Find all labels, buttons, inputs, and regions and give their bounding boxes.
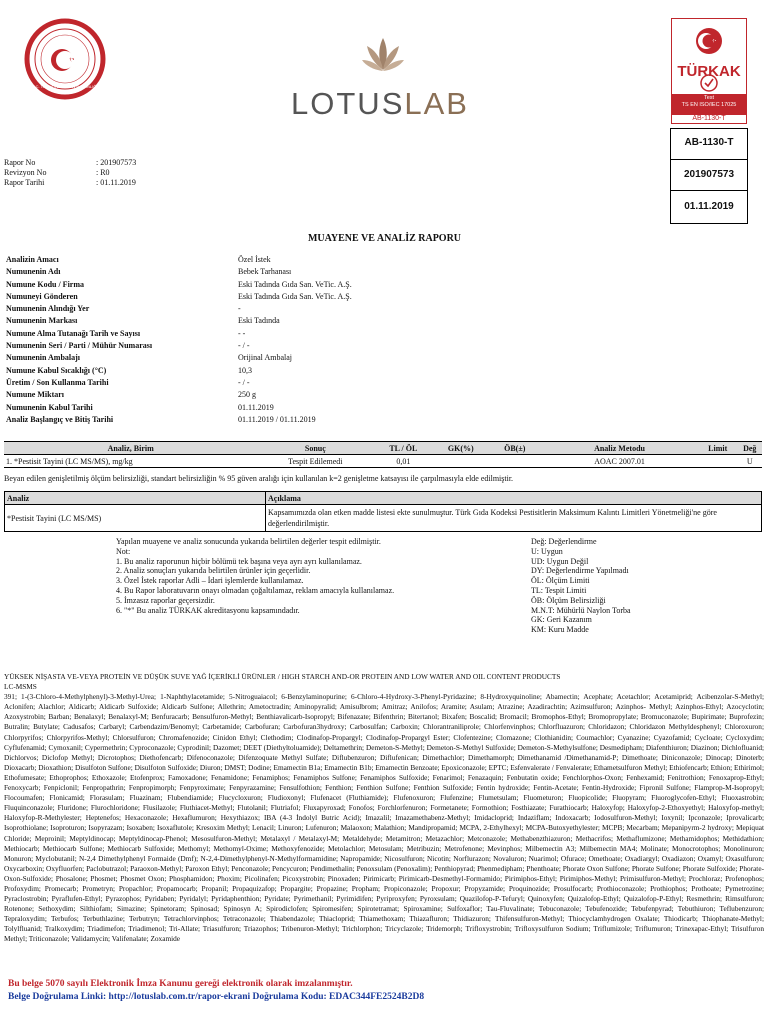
sample-info-value: - / - xyxy=(238,377,250,387)
note-item: 5. İmzasız raporlar geçersizdir. xyxy=(116,595,215,605)
sample-info-row xyxy=(6,328,538,340)
box-accreditation-code: AB-1130-T xyxy=(684,137,734,148)
report-meta-label: Revizyon No xyxy=(4,168,47,177)
turkak-name: TÜRKAK xyxy=(677,63,741,80)
sample-info-row xyxy=(6,352,538,364)
sample-info-label: Numunenin Markası xyxy=(6,316,78,326)
sample-info-value: 250 g xyxy=(238,390,256,400)
sample-info-label: Numune Kodu / Firma xyxy=(6,279,85,289)
sample-info-row xyxy=(6,279,538,291)
sample-info-value: Orijinal Ambalaj xyxy=(238,353,292,363)
explanation-text: Kapsamımızda olan etken madde listesi ekte sunulmuştur. Türk Gıda Kodeksi Pestisitlerin Maksimum Kalıntı Limitleri Yönetmeliği'ne göre değerlendirilmiştir. xyxy=(266,505,762,532)
e-signature-notice: Bu belge 5070 sayılı Elektronik İmza Kanunu gereği elektronik olarak imzalanmıştır. xyxy=(8,979,353,989)
turkak-standard-label: TS EN ISO/IEC 17025 xyxy=(681,101,737,108)
results-header: Sonuç xyxy=(257,442,373,455)
turkak-accreditation-badge xyxy=(671,18,747,124)
sample-info-row xyxy=(6,291,538,303)
scope-text: 391; 1-(3-Chloro-4-Methylphenyl)-3-Methyl-Urea; 1-Naphthylacetamide; 5-Nitroguaiacol; 6-Benzylaminopurine; 6-Chloro-4-Hydroxy-3-Phenyl-Pyridazine; 8-Hydroxyquinoline; Abamectin; Acephate; Acetachlor; Acetamiprid; Acibenzolar-S-Methyl; Aclonifen; Alachlor; Aldicarb; Aldicarb Sulfoxide; Aldicarb Sulfone; Allethrin; Ametoctradin; Aminopyralid; Amisulbrom; Amitraz; Anilofos; Aramite; Asulam; Atrazine; Azadirachtin; Azimsulfuron; Azinphos- Methyl; Azinphos-Ethyl; Azocyclotin; Azoxystrobin; Barban; Benalaxyl; Benalaxyl-M; Benfuracarb; Bensulfuron-Methyl; Benthiavalicarb-Isopropyl; Bifenazate; Bifenthrin; Bitertanol; Bixafen; Boscalid; Bromacil; Bromophos-Ethyl; Bromopropylate; Bromuconazole; Bupirimate; Buprofezin; Butralin; Butylate; Cadusafos; Carbaryl; Carbendazim/Benomyl; Carbetamide; Carbofuran; Carbofuran3hydroxy; Carbosulfan; Carboxin; Chlorantraniliprole; Chlorfenvinphos; Chlorfluazuron; Chloridazon; Chloridazon Methyldesphenyl; Chloroxuron; Chlorpyrifos; Chlorpyrifos-Methyl; Chlorsulfuron; Chromafenozide; Cinidon Ethyl; Clethodim; Clodinafop-Propargyl; Clodinafop-Propargyl Ester; Clofentezine; Clomazone; Clothianidin; Coumachlor; Cyanazine; Cyazofamid; Cycloate; Cycloxydim; Cyflufenamid; Cymoxanil; Cypermethrin; Cyproconazole; Cyprodinil; Dazomet; DEET (Diethyltoluamide); Deltamethrin; Demeton-S-Methyl; Demeton-S-Methyl Sulfoxide; Demeton-S-Methylsulfone; Desmedipham; Diafenthiuron; Diazinon; Dichlofluanid; Dichlorvos; Diclofop Methyl; Dicrotophos; Diethofencarb; Difenoconazole; Difenzoquate Methyl Sulfate; Diflubenzuron; Diflufenican; Dimethachlor; Dimethamorph; Dimethanamid /Dimethanamid-P; Dimethoate; Diniconazole; Dinocap; Dinoterb; Dioxacarb; Dioxathion; Disulfoton Sulfone; Disulfoton Sulfoxide; Diuron; DMST; Dodine; Emamectin B1a; Emamectin B1b; Emamectin Benzoate; Epoxiconazole; EPTC; Esfenvalerate / Fenvalerate; Ethametsulfuron Methyl; Ethiofencarb; Ethion; Ethirimol; Ethofumesate; Ethoprophos; Ethoxazole; Etofenprox; Famoxadone; Fenamidone; Fenamiphos; Fenamiphos Sulfone; Fenamiphos Sulfoxide; Fenarimol; Fenazaquin; Fenbutatin oxide; Fenchlorphos-Oxon; Fenhexamid; Fenitrothion; Fenoxaprop-Ethyl; Fenoxycarb; Fenpiclonil; Fenpropathrin; Fenpropimorph; Fenpyroximate; Fenpyrazamine; Fensulfothion; Fenthion; Fenthion Sulfone; Fenthion Sulfoxide; Fentin hydroxide; Fentin-Acetate; Fentin-Hydroxide; Fipronil Sulfone; Flamprop-M-Isopropyl; Flocoumafen; Flonicamid; Florasulam; Fluazinam; Flubendiamide; Flucycloxuron; Fludioxonyl; Flufenacet (Fluthiamide); Flufenoxuron; Flufenzine; Flumetsulam; Fluometuron; Fluopicolide; Fluopyram; Fluoroglycofen-Ethyl; Fluoxastrobin; Fluquinconazole; Fluridone; Flurochloridone; Flusilazole; Fluthiacet-Methyl; Flutolanil; Flutriafol; Fluxapyroxad; Fonofos; Forchlorfenuron; Formetanete; Formothion; Fosthiazate; Furathiocarb; Haloxyfop; Haloxyfop-2-Ethoxyethyl; Haloxyfop-methyl; Haloxyfop-R-Methylester; Heptenefos; Hexaconazole; Hexaflumuron; Hexythiazox; IBA (4-3 İndolyl Butric Acid); Imazalil; Imazamethabenz-Methyl; Imidacloprid; Indaziflam; Indoxacarb; Iodosulfuron-Methyl; Ioxynil; Ipconazole; Iprovalicarb; Isoprothiolane; Isoproturon; Isopyrazam; Isoxaben; Isoxaflutole; Kresoxim Methyl; Lenacil; Linuron; Lufenuron; Malaoxon; Malathion; Mandipropamid; MCPA, 2-Ethylhexyl; MCPA-Butoxyethylester; MCPB; Mecarbam; Mepanipyrm-2 hydroxy; Mepiquat Chloride; Meproinil; Meptyldinocap; Meptyldinocap-Phenol; Mesosulfuron-Methyl; Metalaxyl / Metalaxyl-M; Metaldehyde; Metamitron; Metazachlor; Metconazole; Methabenzthiazuron; Methacrifos; Methaflumizone; Methamidophos; Methidathion; Methiocarb; Methiocarb Sulfone; Methiocarb Sulfoxide; Methomyl; Methomyl-Oxime; Methoxyfenozide; Metolachlor; Metosulam; Metribuzin; Metrofenone; Mevinphos; Milbemectin A3; Milbemectin MA4; Molinate; Monocrotophos; Monolinuron; Monuron; Myclobutanil; N-2,4 Dimethylphenyl Formaide (Dmf); N-2,4-Dimethylphenyl-N-Methylformamidine; Napropamide; Nicosulfuron; Nicotin; Norflurazon; Novaluron; Nuarimol; Ofurace; Omethoate; Oxadiargyl; Oxadiazon; Oxamyl; Oxasulfuron; Oxycarboxin; Oxyfluorfen; Paclobutrazol; Paraoxon-Methyl; Paroxon Ethyl; Penconazole; Pencycuron; Pendimethalin; Penoxsulam (Penoxalim); Penthiopyrad; Phenmedipham; Phenthoate; Phorate Oxon Sulfone; Phorate Sulfone; Phorate Sulfoxide; Phorate-Oxon-Sulfoxide; Phosalone; Phosmet; Phosmet Oxon; Phosphamidon; Phoxim; Picolinafen; Picoxystrobin; Pinoxaden; Pirimicarb; Pirimicarb-Desmethyl-Formamido; Pirimiphos-Ethyl; Pirimiphos-Methyl; Primisulfuron-Methyl; Prochloraz; Profenophos; Profoxydim; Promecarb; Prometryn; Propachlor; Propamocarb; Propanil; Propaquizafop; Propargite; Propazine; Propham; Propiconazole; Propoxur; Propyzamide; Proquinozide; Prosulfocarb; Prothioconazole; Prothiophos; Prothoate; Pymetrozine; Pyraclostrobin; Pyraflufen-Ethyl; Pyrazophos; Pyridaben; Pyridalyl; Pyridaphenthion; Pyridate; Pyrimethanil; Pyrimidifen; Pyriproxyfen; Pyroxsulam; Quazilofop-P-Tefuryl; Quinoxyfen; Quizalofop-Ethyl; Quizalofop-P-Ethyl; Resmethrin; Rimsulfuron; Rotenone; Sethoxydim; Silthiofam; Simazine; Spinetoram; Spinosad; Spinosyn A; Spirodiclofen; Spiromesifen; Spirotetramat; Spiroxamine; Sulfoxaflor; Tau-Fluvalinate; Tebuconazole; Tebufenozide; Tebufenpyrad; Tebuthiuron; Teflubenzuron; Tepraloxydim; Terbufos; Terbuthlazine; Terbutryn; Tetrachlorvinphos; Tetraconazole; Thiabendazole; Thiacloprid; Thiamethoxam; Thiazafluron; Thidiazuron; Thifensulfuron-Methyl; Thiocyclamhydrogen Oxalate; Thiodicarb; Thiophanate-Methyl; Tolylfluanid; Tralkoxydim; Triadimefon; Triadimenol; Tri-Allate; Triasulfuron; Triazophos; Tribenuron-Methyl; Trichlorphon; Tricyclazole; Tridemorph; Trifloxystrobin; Trifloxysulfuron Sodium; Triflumizole; Triflumuron; Trinexapac-Ethyl; Trisulfuron Methyl; Triticonazole; Validamycin; Valifenalate; Zoxamide xyxy=(4,692,764,944)
turkak-test-label: Test xyxy=(703,95,715,101)
report-meta xyxy=(4,158,136,188)
sample-info-row xyxy=(6,303,538,315)
sample-info-value: Özel İstek xyxy=(238,255,271,264)
result-evaluation: U xyxy=(738,455,762,468)
sample-info-row xyxy=(6,254,538,266)
results-header-row xyxy=(4,442,762,455)
sample-info-value: Eski Tadında Gıda San. VeTic. A.Ş. xyxy=(238,291,352,301)
sample-info-value: 01.11.2019 / 01.11.2019 xyxy=(238,414,316,424)
explanation-table xyxy=(4,491,762,532)
accreditation-code-box xyxy=(670,128,748,224)
results-header: Analiz Metodu xyxy=(541,442,698,455)
sample-info-label: Numune Kabul Sıcaklığı (°C) xyxy=(6,365,107,375)
box-divider xyxy=(670,159,747,160)
report-meta-value: : 01.11.2019 xyxy=(96,178,136,187)
svg-text:T.C. TARIM VE ORMAN BAKANLIĞI: T.C. TARIM VE ORMAN BAKANLIĞI xyxy=(32,84,98,89)
box-divider xyxy=(670,190,747,191)
sample-info-label: Numunenin Seri / Parti / Mühür Numarası xyxy=(6,341,153,351)
legend-item: U: Uygun xyxy=(531,546,563,556)
table-row xyxy=(4,455,762,468)
legend-item: KM: Kuru Madde xyxy=(531,625,589,635)
sample-info-row xyxy=(6,266,538,278)
table-row xyxy=(5,505,762,532)
sample-info-label: Analizin Amacı xyxy=(6,255,59,264)
legend-item: Değ: Değerlendirme xyxy=(531,537,597,546)
lotuslab-wordmark: LOTUSLAB xyxy=(291,86,469,121)
explanation-header-row xyxy=(5,492,762,505)
sample-info-value: - xyxy=(238,304,241,314)
note-item: 6. "*" Bu analiz TÜRKAK akreditasyonu kapsamındadır. xyxy=(116,605,300,615)
results-header: ÖB(±) xyxy=(488,442,541,455)
turkak-code: AB-1130-T xyxy=(692,115,726,122)
sample-info-value: - - xyxy=(238,328,246,338)
legend-item: GK: Geri Kazanım xyxy=(531,615,592,625)
sample-info-label: Üretim / Son Kullanma Tarihi xyxy=(6,377,109,387)
results-header: Değ xyxy=(738,442,762,455)
explanation-header: Açıklama xyxy=(266,492,762,505)
abbreviations-legend xyxy=(531,537,631,635)
notes-section xyxy=(116,537,394,615)
report-meta-value: : R0 xyxy=(96,168,110,177)
sample-info-value: 10,3 xyxy=(238,365,252,375)
report-meta-label: Rapor Tarihi xyxy=(4,178,45,187)
legend-item: ÖB: Ölçüm Belirsizliği xyxy=(531,595,606,605)
explanation-analysis: *Pestisit Tayini (LC MS/MS) xyxy=(5,505,266,532)
sample-info-label: Numune Alma Tutanağı Tarih ve Sayısı xyxy=(6,328,141,338)
sample-info-label: Numunenin Kabul Tarihi xyxy=(6,402,93,412)
note-item: 4. Bu Rapor laboratuvarın onayı olmadan çoğaltılamaz, reklam amacıyla kullanılamaz. xyxy=(116,585,395,595)
sample-info-label: Numunenin Alındığı Yer xyxy=(6,304,90,314)
sample-info-label: Numune Miktarı xyxy=(6,390,64,400)
note-item: 1. Bu analiz raporunun hiçbir bölümü tek başına veya ayrı ayrı kullanılamaz. xyxy=(116,556,362,566)
report-meta-label: Rapor No xyxy=(4,158,36,167)
result-method: AOAC 2007.01 xyxy=(541,455,698,468)
box-report-date: 01.11.2019 xyxy=(684,201,734,212)
results-header: GK(%) xyxy=(433,442,488,455)
legend-item: DY: Değerlendirme Yapılmadı xyxy=(531,566,629,576)
note-item: 3. Özel İstek raporlar Adli – İdari işlemlerde kullanılamaz. xyxy=(116,576,304,586)
report-meta-value: : 201907573 xyxy=(96,158,137,167)
explanation-header: Analiz xyxy=(5,492,266,505)
uncertainty-statement: Beyan edilen genişletilmiş ölçüm belirsizliği, standart belirsizliğin % 95 güven aralığı için kullanılan k=2 genişletme katsayısı ile çarpılmasıyla elde edilmiştir. xyxy=(4,474,514,483)
sample-info-row xyxy=(6,389,538,401)
sample-info-row xyxy=(6,315,538,327)
turkak-standard-band xyxy=(672,94,746,115)
sample-info-row xyxy=(6,414,538,426)
lotus-flower-icon xyxy=(361,36,405,76)
lotuslab-logo xyxy=(265,36,505,121)
result-analysis: 1. *Pestisit Tayini (LC MS/MS), mg/kg xyxy=(4,455,257,468)
sample-info-label: Analiz Başlangıç ve Bitiş Tarihi xyxy=(6,414,114,424)
report-title: MUAYENE VE ANALİZ RAPORU xyxy=(307,233,462,244)
box-report-number: 201907573 xyxy=(683,169,735,180)
notes-intro: Yapılan muayene ve analiz sonucunda yukarıda belirtilen değerler tespit edilmiştir. xyxy=(116,537,381,546)
sample-info-value: 01.11.2019 xyxy=(238,402,274,412)
report-meta-row xyxy=(4,168,136,178)
result-uncertainty xyxy=(488,455,541,468)
sample-info-value: Eski Tadında xyxy=(238,316,280,326)
sample-info-row xyxy=(6,340,538,352)
result-limit: 0,01 xyxy=(373,455,433,468)
pesticide-scope-list xyxy=(4,672,764,945)
sample-info-row xyxy=(6,402,538,414)
legend-item: ÖL: Ölçüm Limiti xyxy=(531,576,590,586)
sample-info-row xyxy=(6,377,538,389)
sample-info-value: Bebek Tarhanası xyxy=(238,267,292,277)
sample-info-label: Numuneyi Gönderen xyxy=(6,291,78,301)
sample-info-row xyxy=(6,365,538,377)
result-value: Tespit Edilemedi xyxy=(257,455,373,468)
verification-link[interactable]: Belge Doğrulama Linki: http://lotuslab.com.tr/rapor-ekrani Doğrulama Kodu: EDAC344FE2524B2D8 xyxy=(8,992,425,1002)
results-header: TL / ÖL xyxy=(373,442,433,455)
result-spec-limit xyxy=(698,455,738,468)
sample-info-table xyxy=(6,254,538,426)
report-meta-row xyxy=(4,158,136,168)
scope-heading: YÜKSEK NİŞASTA VE-VEYA PROTEİN VE DÜŞÜK SUVE YAĞ İÇERİKLİ ÜRÜNLER / HIGH STARCH AND-OR PROTEIN AND LOW WATER AND OIL CONTENT PRODUCTS xyxy=(4,672,561,681)
results-header: Limit xyxy=(698,442,738,455)
legend-item: UD: Uygun Değil xyxy=(531,556,589,566)
sample-info-value: - / - xyxy=(238,341,250,351)
report-meta-row xyxy=(4,178,136,188)
ministry-seal-logo xyxy=(24,18,106,100)
note-item: 2. Analiz sonuçları yukarıda belirtilen ürünler için geçerlidir. xyxy=(116,566,311,576)
notes-label: Not: xyxy=(116,546,131,556)
sample-info-label: Numunenin Ambalajı xyxy=(6,353,81,363)
result-recovery xyxy=(433,455,488,468)
sample-info-label: Numunenin Adı xyxy=(6,267,61,277)
legend-item: M.N.T: Mühürlü Naylon Torba xyxy=(531,605,631,615)
results-table xyxy=(4,441,762,468)
results-header: Analiz, Birim xyxy=(4,442,257,455)
scope-subheading: LC-MSMS xyxy=(4,682,37,692)
sample-info-value: Eski Tadında Gıda San. VeTic. A.Ş. xyxy=(238,279,352,289)
legend-item: TL: Tespit Limiti xyxy=(531,585,587,595)
